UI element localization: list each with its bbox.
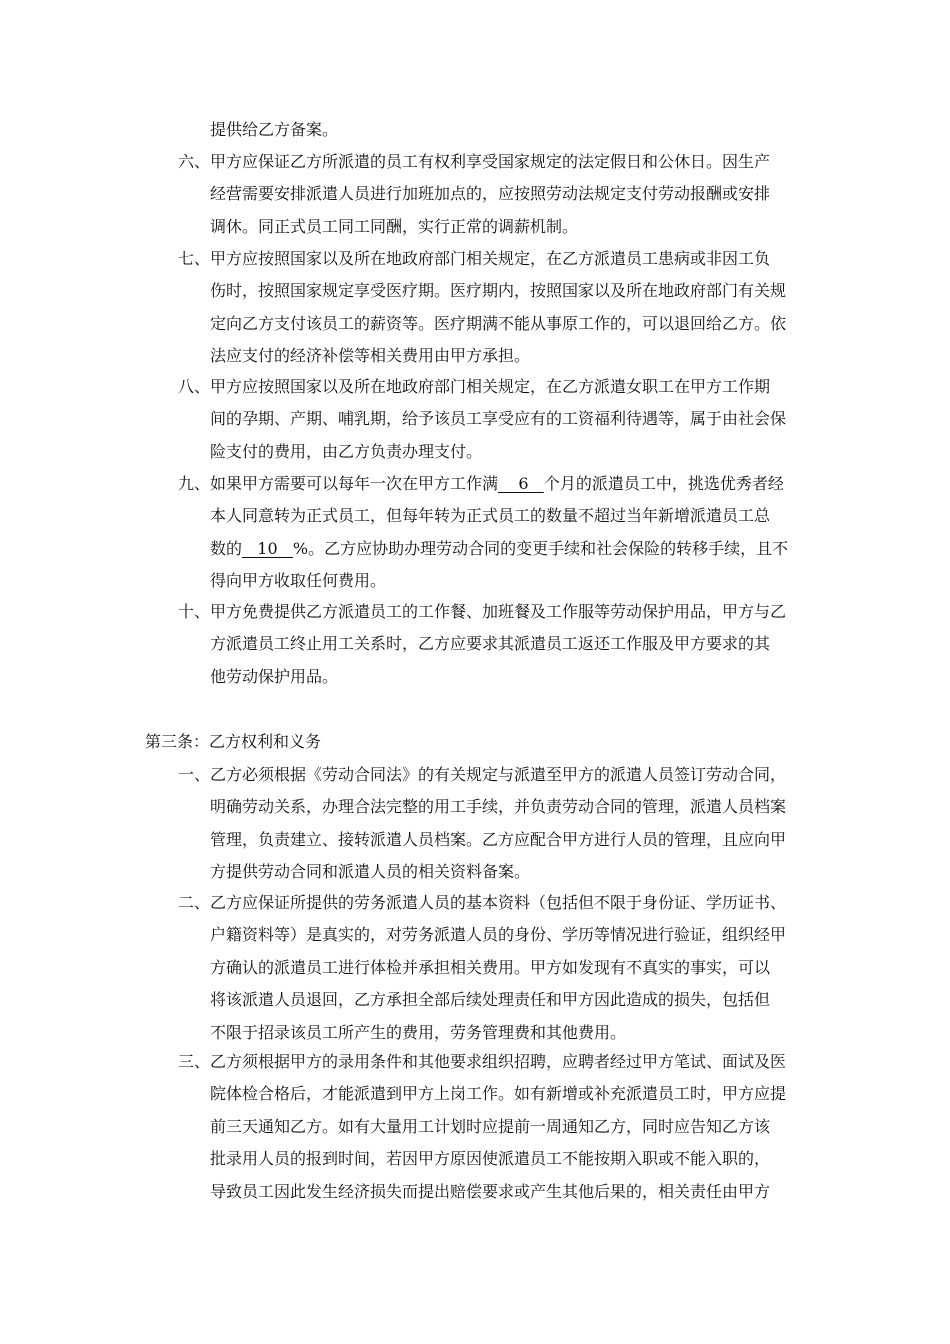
party-b-item-3 [178, 1046, 798, 1208]
paragraph-line: 本人同意转为正式员工，但每年转为正式员工的数量不超过当年新增派遣员工总 [210, 506, 771, 526]
paragraph-line: 院体检合格后，才能派遣到甲方上岗工作。如有新增或补充派遣员工时，甲方应提 [210, 1084, 787, 1104]
party-a-item-6 [178, 146, 798, 243]
paragraph-line: 十、甲方免费提供乙方派遣员工的工作餐、加班餐及工作服等劳动保护用品，甲方与乙 [178, 602, 787, 621]
paragraph-line: 导致员工因此发生经济损失而提出赔偿要求或产生其他后果的，相关责任由甲方 [210, 1181, 771, 1201]
paragraph-line [178, 533, 798, 565]
party-a-item-8 [178, 371, 798, 468]
percent-value: 10 [257, 538, 278, 558]
paragraph-line [178, 468, 798, 500]
paragraph-line: 调休。同正式员工同工同酬，实行正常的调薪机制。 [210, 216, 579, 236]
previous-item-continuation [178, 114, 798, 146]
months-blank [498, 474, 544, 493]
percent-blank [242, 539, 293, 558]
item-9-text-a: 九、如果甲方需要可以每年一次在甲方工作满 [178, 474, 499, 493]
paragraph-line: 户籍资料等）是真实的，对劳务派遣人员的身份、学历等情况进行验证，组织经甲 [210, 925, 787, 945]
item-9-text-b: 个月的派遣员工中，挑选优秀者经 [543, 474, 784, 493]
paragraph-line: 提供给乙方备案。 [210, 120, 339, 139]
party-a-item-7 [178, 243, 798, 373]
paragraph-line: 伤时，按照国家规定享受医疗期。医疗期内，按照国家以及所在地政府部门有关规 [210, 281, 787, 301]
paragraph-line: 七、甲方应按照国家以及所在地政府部门相关规定，在乙方派遣员工患病或非因工负 [178, 249, 771, 268]
months-value: 6 [518, 474, 529, 493]
paragraph-line: 三、乙方须根据甲方的录用条件和其他要求组织招聘，应聘者经过甲方笔试、面试及医 [178, 1052, 787, 1071]
paragraph-line: 不限于招录该员工所产生的费用，劳务管理费和其他费用。 [210, 1022, 627, 1042]
paragraph-line: 明确劳动关系，办理合法完整的用工手续，并负责劳动合同的管理，派遣人员档案 [210, 797, 787, 817]
paragraph-line: 法应支付的经济补偿等相关费用由甲方承担。 [210, 346, 531, 366]
paragraph-line: 六、甲方应保证乙方所派遣的员工有权利享受国家规定的法定假日和公休日。因生产 [178, 152, 771, 171]
paragraph-line: 批录用人员的报到时间，若因甲方原因使派遣员工不能按期入职或不能入职的， [210, 1149, 771, 1169]
paragraph-line: 方提供劳动合同和派遣人员的相关资料备案。 [210, 862, 531, 882]
paragraph-line: 前三天通知乙方。如有大量用工计划时应提前一周通知乙方，同时应告知乙方该 [210, 1116, 771, 1136]
paragraph-line: 他劳动保护用品。 [210, 666, 339, 686]
party-b-item-2 [178, 887, 798, 1049]
paragraph-line: 险支付的费用，由乙方负责办理支付。 [210, 441, 483, 461]
party-a-item-9 [178, 468, 798, 598]
item-9-text-d: %。乙方应协助办理劳动合同的变更手续和社会保险的转移手续，且不 [292, 538, 789, 558]
paragraph-line: 二、乙方应保证所提供的劳务派遣人员的基本资料（包括但不限于身份证、学历证书、 [178, 893, 787, 912]
paragraph-line: 间的孕期、产期、哺乳期，给予该员工享受应有的工资福利待遇等，属于由社会保 [210, 409, 787, 429]
paragraph-line: 八、甲方应按照国家以及所在地政府部门相关规定，在乙方派遣女职工在甲方工作期 [178, 377, 771, 396]
paragraph-line: 经营需要安排派遣人员进行加班加点的，应按照劳动法规定支付劳动报酬或安排 [210, 184, 771, 204]
party-a-item-10 [178, 596, 798, 693]
party-b-item-1 [178, 759, 798, 889]
paragraph-line: 方确认的派遣员工进行体检并承担相关费用。甲方如发现有不真实的事实，可以 [210, 957, 771, 977]
paragraph-line: 定向乙方支付该员工的薪资等。医疗期满不能从事原工作的，可以退回给乙方。依 [210, 313, 787, 333]
paragraph-line: 管理，负责建立、接转派遣人员档案。乙方应配合甲方进行人员的管理，且应向甲 [210, 829, 787, 849]
paragraph-line: 将该派遣人员退回，乙方承担全部后续处理责任和甲方因此造成的损失，包括但 [210, 990, 771, 1010]
item-9-text-c: 数的 [210, 538, 243, 558]
paragraph-line: 得向甲方收取任何费用。 [210, 571, 387, 591]
paragraph-line: 一、乙方必须根据《劳动合同法》的有关规定与派遣至甲方的派遣人员签订劳动合同， [178, 765, 787, 784]
paragraph-line: 方派遣员工终止用工关系时，乙方应要求其派遣员工返还工作服及甲方要求的其 [210, 634, 771, 654]
article-3-heading: 第三条：乙方权利和义务 [145, 732, 322, 751]
